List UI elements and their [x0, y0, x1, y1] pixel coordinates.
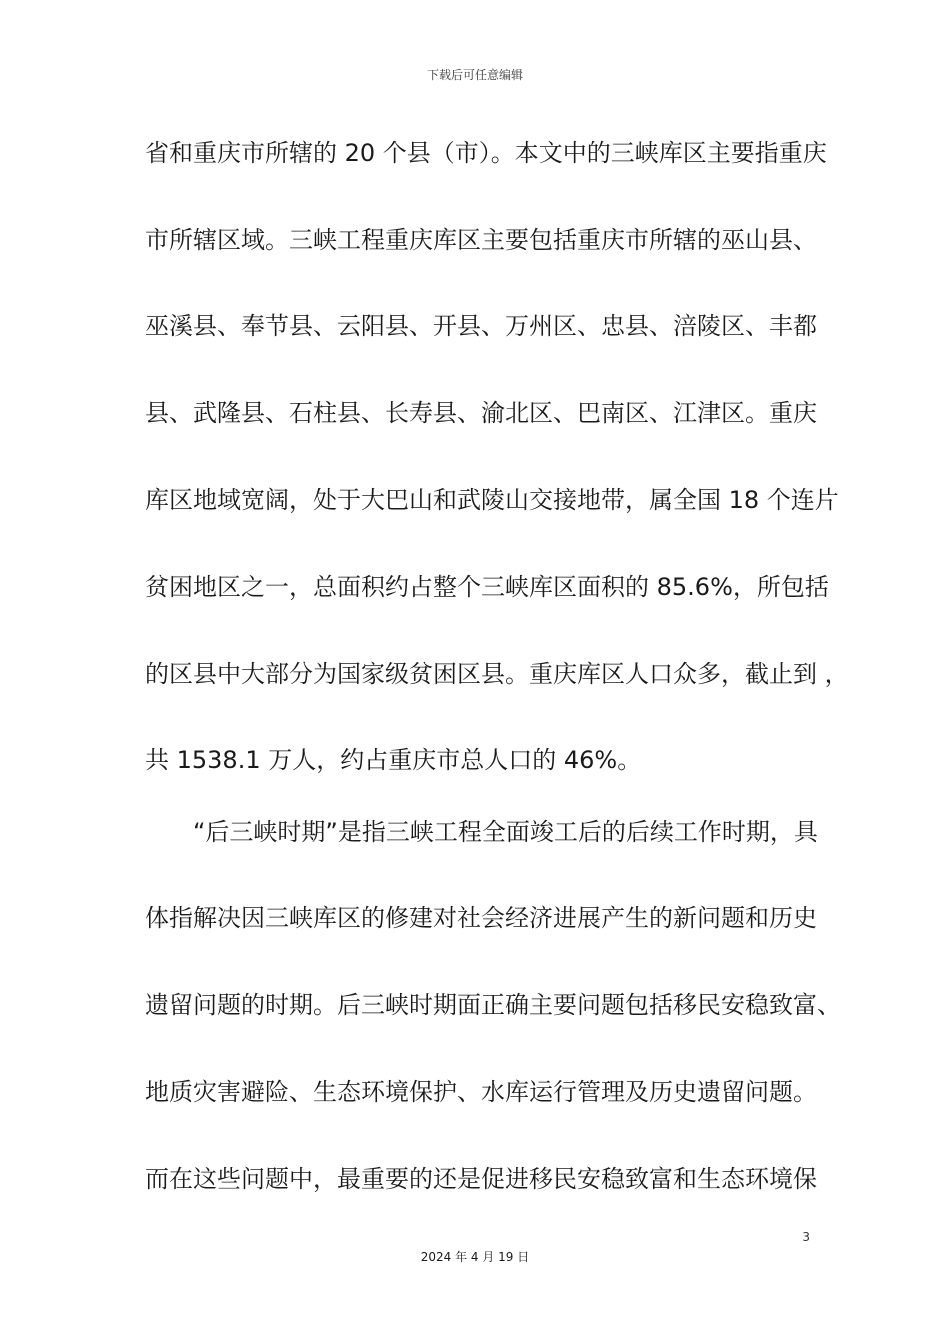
paragraph-line: 遗留问题的时期。后三峡时期面正确主要问题包括移民安稳致富、 [145, 991, 841, 1019]
page-footer-date: 2024 年 4 月 19 日 [420, 1250, 530, 1264]
paragraph-line: 县、武隆县、石柱县、长寿县、渝北区、巴南区、江津区。重庆 [145, 399, 817, 427]
paragraph-line: 省和重庆市所辖的 20 个县（市）。本文中的三峡库区主要指重庆 [145, 139, 827, 167]
paragraph-line: 的区县中大部分为国家级贫困区县。重庆库区人口众多，截止到 ， [145, 660, 849, 688]
page-number: 3 [802, 1230, 810, 1244]
paragraph-line: 贫困地区之一，总面积约占整个三峡库区面积的 85.6%，所包括 [145, 573, 829, 601]
paragraph-line: 体指解决因三峡库区的修建对社会经济进展产生的新问题和历史 [145, 904, 817, 932]
page-header: 下载后可任意编辑 [426, 68, 523, 82]
paragraph-line: 巫溪县、奉节县、云阳县、开县、万州区、忠县、涪陵区、丰都 [145, 312, 817, 340]
paragraph-line: 共 1538.1 万人，约占重庆市总人口的 46%。 [145, 746, 642, 774]
paragraph-line: 市所辖区域。三峡工程重庆库区主要包括重庆市所辖的巫山县、 [145, 226, 817, 254]
paragraph-line: 地质灾害避险、生态环境保护、水库运行管理及历史遗留问题。 [145, 1078, 817, 1106]
paragraph-line: 而在这些问题中，最重要的还是促进移民安稳致富和生态环境保 [145, 1165, 817, 1193]
paragraph-line: 库区地域宽阔，处于大巴山和武陵山交接地带，属全国 18 个连片 [145, 486, 839, 514]
paragraph-line-indented: “后三峡时期”是指三峡工程全面竣工后的后续工作时期，具 [193, 818, 818, 846]
